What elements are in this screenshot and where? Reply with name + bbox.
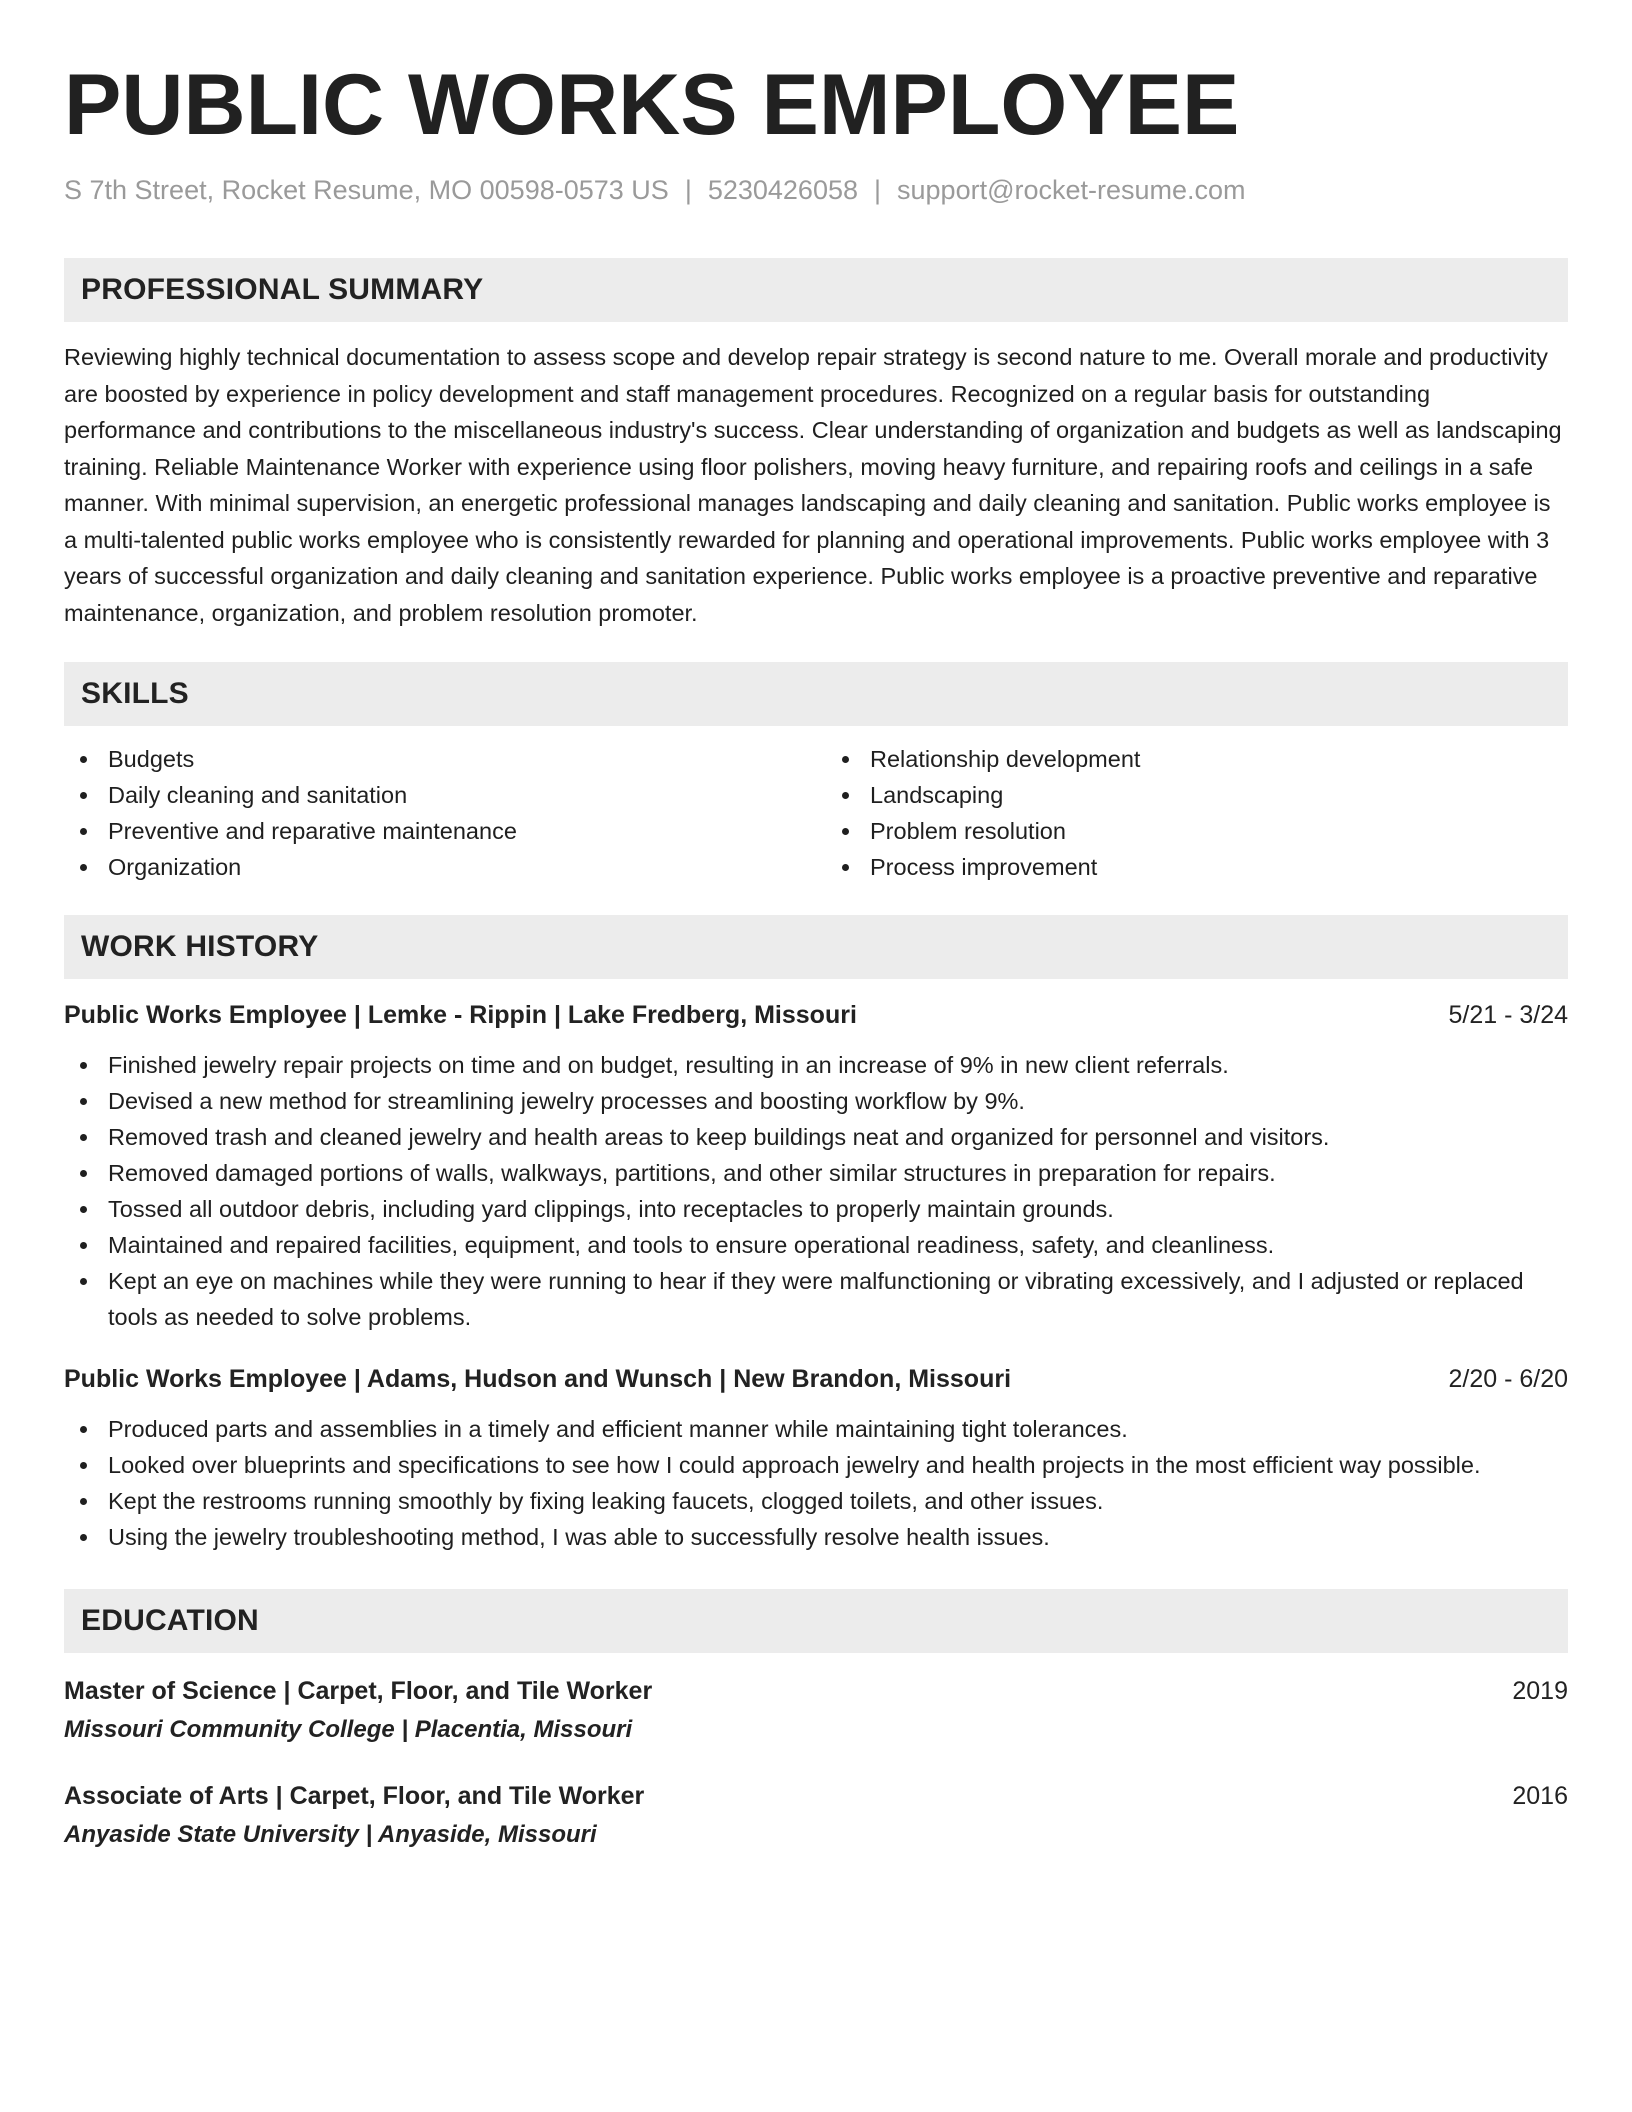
skill-item: Organization [64,849,806,885]
job-bullet: Removed trash and cleaned jewelry and health areas to keep buildings neat and organized for personnel and visitors. [64,1119,1568,1155]
education-year: 2019 [1512,1677,1568,1706]
skill-item: Process improvement [826,849,1568,885]
job-entry [64,1365,1568,1555]
work-history-heading: WORK HISTORY [64,915,1568,979]
job-bullet: Using the jewelry troubleshooting method, I was able to successfully resolve health issues. [64,1519,1568,1555]
skill-item: Preventive and reparative maintenance [64,813,806,849]
skill-item: Budgets [64,741,806,777]
education-header [64,1677,1568,1706]
resume-name: PUBLIC WORKS EMPLOYEE [64,57,1240,153]
job-bullet: Finished jewelry repair projects on time and on budget, resulting in an increase of 9% in new client referrals. [64,1047,1568,1083]
contact-separator: | [874,175,882,205]
job-title: Public Works Employee | Lemke - Rippin | Lake Fredberg, Missouri [64,1001,857,1030]
skill-item: Problem resolution [826,813,1568,849]
contact-phone: 5230426058 [707,175,858,205]
skills-column-right [826,741,1568,885]
job-bullet: Produced parts and assemblies in a timely and efficient manner while maintaining tight tolerances. [64,1411,1568,1447]
job-bullets [64,1411,1568,1555]
education-school: Anyaside State University | Anyaside, Missouri [64,1821,597,1849]
education-heading: EDUCATION [64,1589,1568,1653]
job-bullet: Tossed all outdoor debris, including yard clippings, into receptacles to properly maintain grounds. [64,1191,1568,1227]
skill-item: Relationship development [826,741,1568,777]
contact-separator: | [684,175,692,205]
skills-heading: SKILLS [64,662,1568,726]
job-bullet: Kept an eye on machines while they were running to hear if they were malfunctioning or vibrating excessively, and I adjusted or replaced tools as needed to solve problems. [64,1263,1568,1335]
job-bullet: Kept the restrooms running smoothly by fixing leaking faucets, clogged toilets, and other issues. [64,1483,1568,1519]
job-bullet: Devised a new method for streamlining jewelry processes and boosting workflow by 9%. [64,1083,1568,1119]
education-degree: Associate of Arts | Carpet, Floor, and Tile Worker [64,1782,645,1811]
job-header [64,1001,1568,1030]
job-header [64,1365,1568,1394]
education-degree: Master of Science | Carpet, Floor, and Tile Worker [64,1677,653,1706]
skill-item: Daily cleaning and sanitation [64,777,806,813]
job-bullet: Maintained and repaired facilities, equipment, and tools to ensure operational readiness, safety, and cleanliness. [64,1227,1568,1263]
education-entry [64,1677,1568,1744]
skills-column-left [64,741,806,885]
job-bullet: Looked over blueprints and specifications to see how I could approach jewelry and health projects in the most efficient way possible. [64,1447,1568,1483]
skills-list [64,741,1568,885]
education-year: 2016 [1512,1782,1568,1811]
education-school: Missouri Community College | Placentia, Missouri [64,1716,633,1744]
job-title: Public Works Employee | Adams, Hudson and Wunsch | New Brandon, Missouri [64,1365,1012,1394]
job-dates: 5/21 - 3/24 [1448,1001,1568,1030]
summary-text: Reviewing highly technical documentation to assess scope and develop repair strategy is second nature to me. Overall morale and productivity are boosted by experience in policy development and staff management procedures. Recognized on a regular basis for outstanding performance and contributions to the miscellaneous industry's success. Clear understanding of organization and budgets as well as landscaping training. Reliable Maintenance Worker with experience using floor polishers, moving heavy furniture, and repairing roofs and ceilings in a safe manner. With minimal supervision, an energetic professional manages landscaping and daily cleaning and sanitation. Public works employee is a multi-talented public works employee who is consistently rewarded for planning and operational improvements. Public works employee with 3 years of successful organization and daily cleaning and sanitation experience. Public works employee is a proactive preventive and reparative maintenance, organization, and problem resolution promoter. [64,344,1562,626]
skill-item: Landscaping [826,777,1568,813]
education-entry [64,1782,1568,1849]
job-bullets [64,1047,1568,1335]
job-dates: 2/20 - 6/20 [1448,1365,1568,1394]
contact-address: S 7th Street, Rocket Resume, MO 00598-0573 US [64,175,669,205]
job-entry [64,1001,1568,1335]
contact-email: support@rocket-resume.com [897,175,1246,205]
education-header [64,1782,1568,1811]
contact-line [64,174,1568,206]
summary-heading: PROFESSIONAL SUMMARY [64,258,1568,322]
job-bullet: Removed damaged portions of walls, walkways, partitions, and other similar structures in preparation for repairs. [64,1155,1568,1191]
